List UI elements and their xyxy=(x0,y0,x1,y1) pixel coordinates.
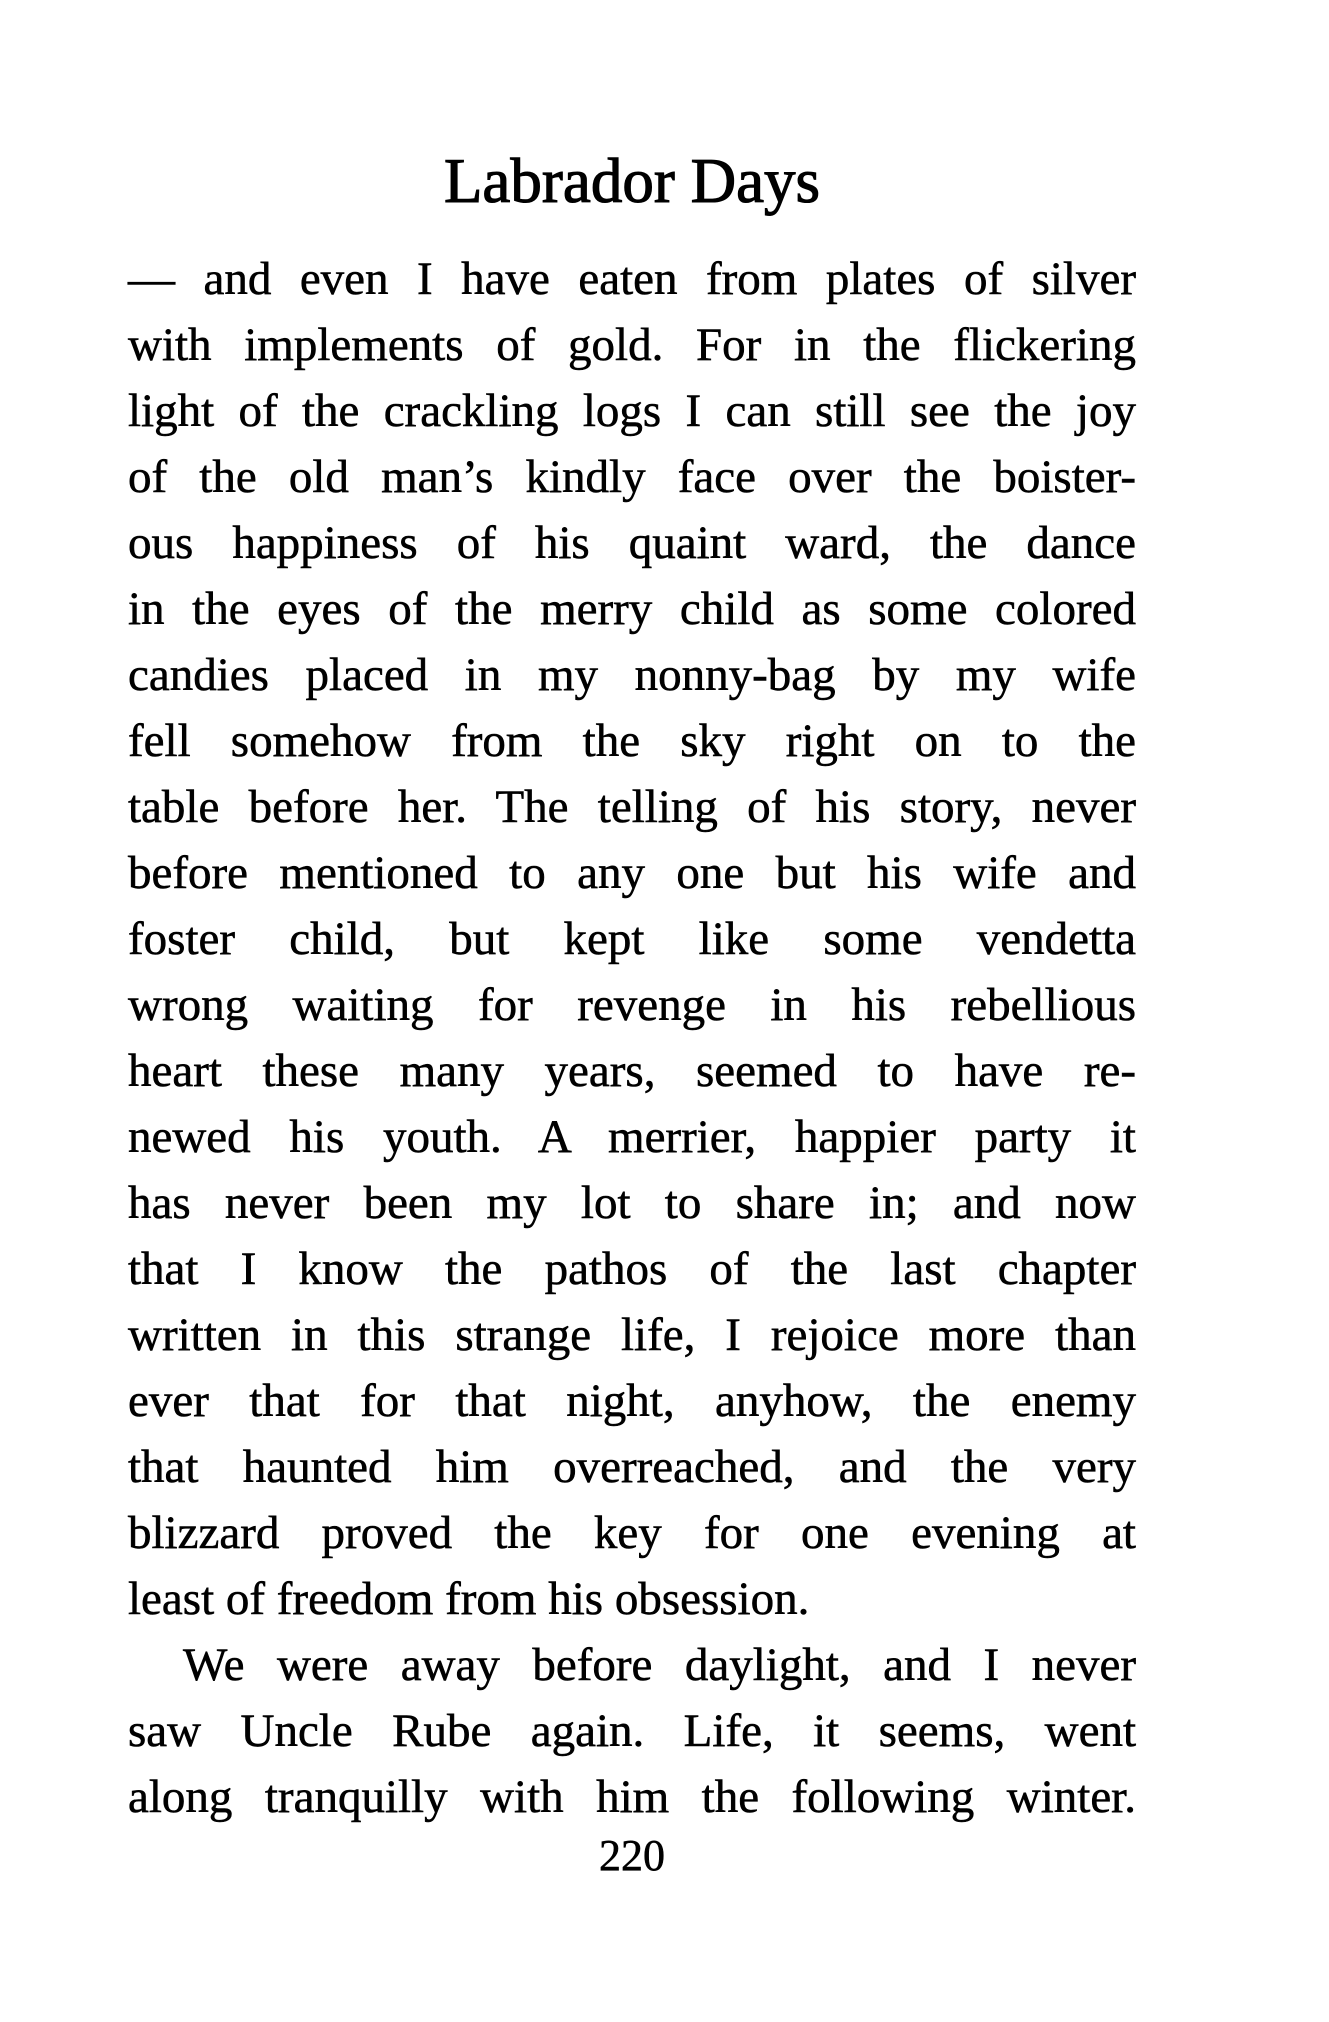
text-line: newed his youth. A merrier, happier party it xyxy=(128,1111,1136,1163)
text-line: that I know the pathos of the last chapter xyxy=(128,1243,1136,1295)
body-text xyxy=(128,246,1136,1830)
text-line: ever that for that night, anyhow, the enemy xyxy=(128,1375,1136,1427)
text-line: along tranquilly with him the following winter. xyxy=(128,1771,1136,1823)
text-line: foster child, but kept like some vendetta xyxy=(128,913,1136,965)
text-line: light of the crackling logs I can still see the joy xyxy=(128,385,1136,437)
text-line: fell somehow from the sky right on to the xyxy=(128,715,1136,767)
text-line: with implements of gold. For in the flickering xyxy=(128,319,1136,371)
text-line: saw Uncle Rube again. Life, it seems, went xyxy=(128,1705,1136,1757)
text-line: of the old man’s kindly face over the boister- xyxy=(128,451,1136,503)
text-line: ous happiness of his quaint ward, the dance xyxy=(128,517,1136,569)
page-title: Labrador Days xyxy=(443,146,821,216)
text-line: table before her. The telling of his story, never xyxy=(128,781,1136,833)
text-line: blizzard proved the key for one evening at xyxy=(128,1507,1136,1559)
text-line: has never been my lot to share in; and now xyxy=(128,1177,1136,1229)
text-line: heart these many years, seemed to have re- xyxy=(128,1045,1136,1097)
text-line: in the eyes of the merry child as some colored xyxy=(128,583,1136,635)
text-line: — and even I have eaten from plates of silver xyxy=(128,253,1136,305)
page-number: 220 xyxy=(599,1831,665,1880)
text-line: that haunted him overreached, and the very xyxy=(128,1441,1136,1493)
text-line: before mentioned to any one but his wife and xyxy=(128,847,1136,899)
text-line: candies placed in my nonny-bag by my wife xyxy=(128,649,1136,701)
paragraph xyxy=(128,246,1136,1632)
text-line: wrong waiting for revenge in his rebellious xyxy=(128,979,1136,1031)
text-line: least of freedom from his obsession. xyxy=(128,1573,810,1625)
text-line: written in this strange life, I rejoice more than xyxy=(128,1309,1136,1361)
paragraph xyxy=(128,1632,1136,1830)
text-line: We were away before daylight, and I never xyxy=(183,1639,1136,1691)
